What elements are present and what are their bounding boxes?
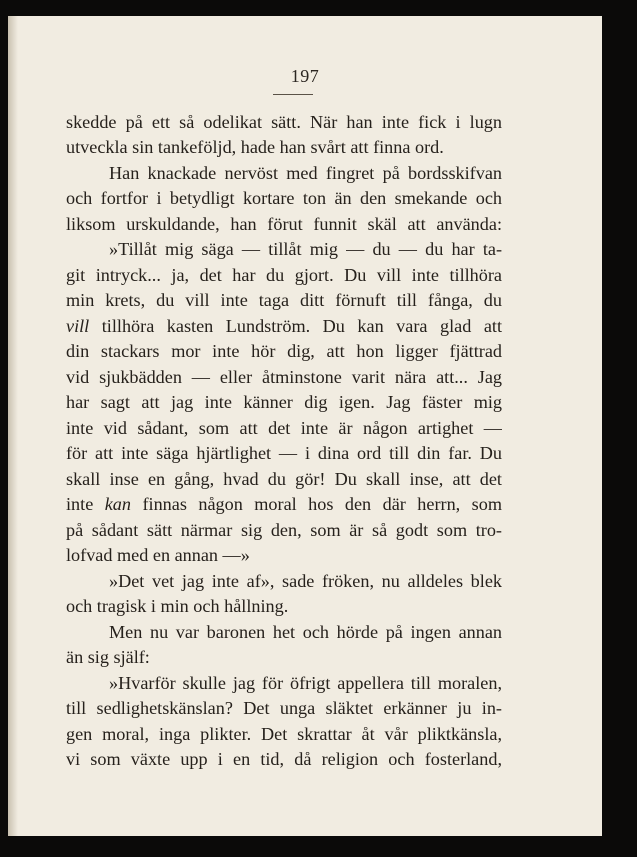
text-line: inte vid sådant, som att det inte är någon artighet — [66, 418, 502, 438]
text-line: skall inse en gång, hvad du gör! Du skall inse, att det [66, 469, 502, 489]
text-line: git intryck... ja, det har du gjort. Du vill inte tillhöra [66, 265, 502, 285]
text-line: och fortfor i betydligt kortare ton än den smekande och [66, 188, 502, 208]
text-line: Men nu var baronen het och hörde på ingen annan [109, 622, 502, 642]
text-line: »Det vet jag inte af», sade fröken, nu alldeles blek [109, 571, 502, 591]
text-line: liksom urskuldande, han förut funnit skäl att använda: [66, 214, 502, 234]
emphasis: kan [104, 494, 131, 514]
text-line: »Tillåt mig säga — tillåt mig — du — du har ta- [109, 239, 502, 259]
emphasis: vill [66, 316, 90, 336]
book-page [8, 16, 602, 836]
text-line: och tragisk i min och hållning. [66, 596, 289, 616]
text-line: utveckla sin tankeföljd, hade han svårt att finna ord. [66, 137, 444, 157]
text-line: vid sjukbädden — eller åtminstone varit nära att... Jag [66, 367, 502, 387]
text-line: för att inte säga hjärtlighet — i dina ord till din far. Du [66, 443, 502, 463]
text-line: din stackars mor inte hör dig, att hon ligger fjättrad [66, 341, 502, 361]
text-line: »Hvarför skulle jag för öfrigt appellera till moralen, [109, 673, 502, 693]
text-line: gen moral, inga plikter. Det skrattar åt vår pliktkänsla, [66, 724, 502, 744]
text-line: skedde på ett så odelikat sätt. När han inte fick i lugn [66, 112, 502, 132]
text-line: på sådant sätt närmar sig den, som är så godt som tro- [66, 520, 502, 540]
text-line: min krets, du vill inte taga ditt förnuft till fånga, du [66, 290, 502, 310]
text-line: lofvad med en annan —» [66, 545, 250, 565]
text-line: än sig själf: [66, 647, 150, 667]
text-line: till sedlighetskänslan? Det unga släktet erkänner ju in- [66, 698, 502, 718]
page-gutter-shadow [8, 16, 18, 836]
page-number-rule [273, 94, 313, 95]
text-line-with-italic: inte kan finnas någon moral hos den där herrn, som [66, 494, 502, 514]
text-line: har sagt att jag inte känner dig igen. Jag fäster mig [66, 392, 502, 412]
text-line-with-italic: vill tillhöra kasten Lundström. Du kan vara glad att [66, 316, 502, 336]
page-number: 197 [290, 66, 320, 86]
text-line: vi som växte upp i en tid, då religion och fosterland, [66, 749, 502, 769]
text-line: Han knackade nervöst med fingret på bordsskifvan [109, 163, 502, 183]
